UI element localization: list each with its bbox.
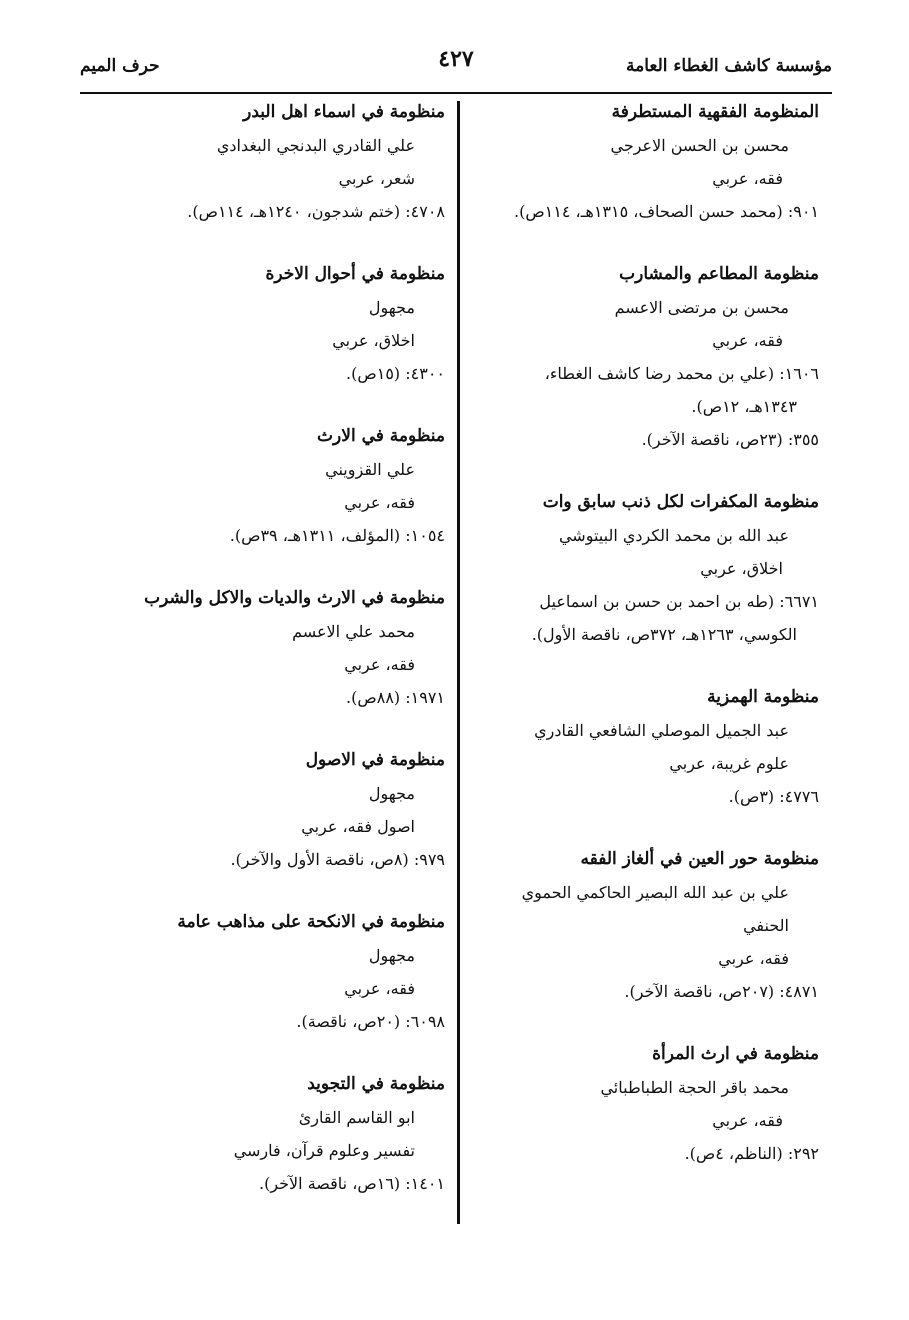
entry-title: المنظومة الفقهية المستطرفة: [611, 102, 819, 122]
entry-author: محسن بن الحسن الاعرجي: [610, 136, 789, 155]
entry-copy: ١٩٧١: (٨٨ص).: [346, 688, 445, 707]
entry-copy-cont: الكوسي، ١٢٦٣هـ، ٣٧٢ص، ناقصة الأول).: [531, 625, 797, 644]
entry-copy: ٤٧٠٨: (ختم شدجون، ١٢٤٠هـ، ١١٤ص).: [187, 202, 445, 221]
entry-subject: تفسير وعلوم قرآن، فارسي: [233, 1141, 415, 1160]
entry-author: عبد الجميل الموصلي الشافعي القادري: [534, 721, 789, 740]
entry-author: مجهول: [368, 784, 415, 803]
entry-author: محمد علي الاعسم: [292, 622, 415, 641]
entry-title: منظومة في الاصول: [305, 750, 445, 770]
entry-author: علي القادري البدنجي البغدادي: [216, 136, 415, 155]
right-column: [474, 96, 819, 1170]
publisher-name: مؤسسة كاشف الغطاء العامة: [625, 56, 832, 76]
entry-copy-cont: ١٣٤٣هـ، ١٢ص).: [691, 397, 797, 416]
entry-title: منظومة الهمزية: [707, 687, 819, 707]
entry-copy: ٦٦٧١: (طه بن احمد بن حسن بن اسماعيل: [539, 592, 819, 611]
entry-title: منظومة في التجويد: [307, 1074, 445, 1094]
entry-subject: علوم غريبة، عربي: [669, 754, 789, 773]
entry: [474, 486, 819, 651]
entry-title: منظومة في أحوال الاخرة: [265, 264, 445, 284]
entry-author: علي بن عبد الله البصير الحاكمي الحموي: [521, 883, 789, 902]
entry-author: محسن بن مرتضى الاعسم: [614, 298, 789, 317]
entry: [474, 258, 819, 456]
entry-copy: ٢٩٢: (الناظم، ٤ص).: [684, 1144, 819, 1163]
entry-title: منظومة المكفرات لكل ذنب سابق وات: [542, 492, 819, 512]
entry-subject: شعر، عربي: [338, 169, 415, 188]
entry-subject: فقه، عربي: [712, 1111, 783, 1130]
entry-title: منظومة حور العين في ألغاز الفقه: [580, 849, 819, 869]
entry: [474, 843, 819, 1008]
entry-subject: فقه، عربي: [344, 493, 415, 512]
entry: [85, 906, 445, 1038]
column-divider: [457, 101, 460, 1224]
entry-title: منظومة المطاعم والمشارب: [619, 264, 819, 284]
entry-title: منظومة في الارث والديات والاكل والشرب: [144, 588, 445, 608]
entry: [474, 681, 819, 813]
entry-author: عبد الله بن محمد الكردي البيتوشي: [558, 526, 789, 545]
entry-subject: اخلاق، عربي: [332, 331, 415, 350]
entry-title: منظومة في ارث المرأة: [652, 1044, 819, 1064]
entry: [85, 582, 445, 714]
page-number: ٤٢٧: [438, 46, 474, 72]
entry-subject: فقه، عربي: [344, 655, 415, 674]
entry: [85, 420, 445, 552]
entry-copy: ٤٧٧٦: (٣ص).: [728, 787, 819, 806]
entry-copy: ٣٥٥: (٢٣ص، ناقصة الآخر).: [641, 430, 819, 449]
entry-author: محمد باقر الحجة الطباطبائي: [600, 1078, 789, 1097]
entry-copy: ٦٠٩٨: (٢٠ص، ناقصة).: [296, 1012, 445, 1031]
entry-copy: ٩٠١: (محمد حسن الصحاف، ١٣١٥هـ، ١١٤ص).: [514, 202, 819, 221]
entry-title: منظومة في الانكحة على مذاهب عامة: [177, 912, 445, 932]
entry-subject: اخلاق، عربي: [700, 559, 783, 578]
entry: [85, 1068, 445, 1200]
entry: [85, 258, 445, 390]
entry: [85, 744, 445, 876]
entry-copy: ١٦٠٦: (علي بن محمد رضا كاشف الغطاء،: [544, 364, 819, 383]
entry-copy: ١٠٥٤: (المؤلف، ١٣١١هـ، ٣٩ص).: [229, 526, 445, 545]
entry-subject: فقه، عربي: [712, 331, 783, 350]
entry-copy: ٤٣٠٠: (١٥ص).: [346, 364, 445, 383]
entry-subject: فقه، عربي: [718, 949, 789, 968]
entry-copy: ١٤٠١: (١٦ص، ناقصة الآخر).: [258, 1174, 445, 1193]
entry-subject: فقه، عربي: [712, 169, 783, 188]
entry-author: ابو القاسم القارئ: [298, 1108, 415, 1127]
entry-author: مجهول: [368, 946, 415, 965]
entry-author-cont: الحنفي: [743, 916, 789, 935]
entry-subject: فقه، عربي: [344, 979, 415, 998]
entry-author: مجهول: [368, 298, 415, 317]
left-column: [85, 96, 445, 1200]
section-title: حرف الميم: [80, 56, 160, 76]
entry-copy: ٤٨٧١: (٢٠٧ص، ناقصة الآخر).: [624, 982, 819, 1001]
entry-author: علي القزويني: [325, 460, 415, 479]
page-header: [80, 42, 832, 92]
entry-title: منظومة في الارث: [317, 426, 445, 446]
entry-subject: اصول فقه، عربي: [301, 817, 415, 836]
header-rule: [80, 92, 832, 94]
entry-copy: ٩٧٩: (٨ص، ناقصة الأول والآخر).: [230, 850, 445, 869]
entry: [474, 96, 819, 228]
entry: [85, 96, 445, 228]
entry-title: منظومة في اسماء اهل البدر: [243, 102, 445, 122]
entry: [474, 1038, 819, 1170]
